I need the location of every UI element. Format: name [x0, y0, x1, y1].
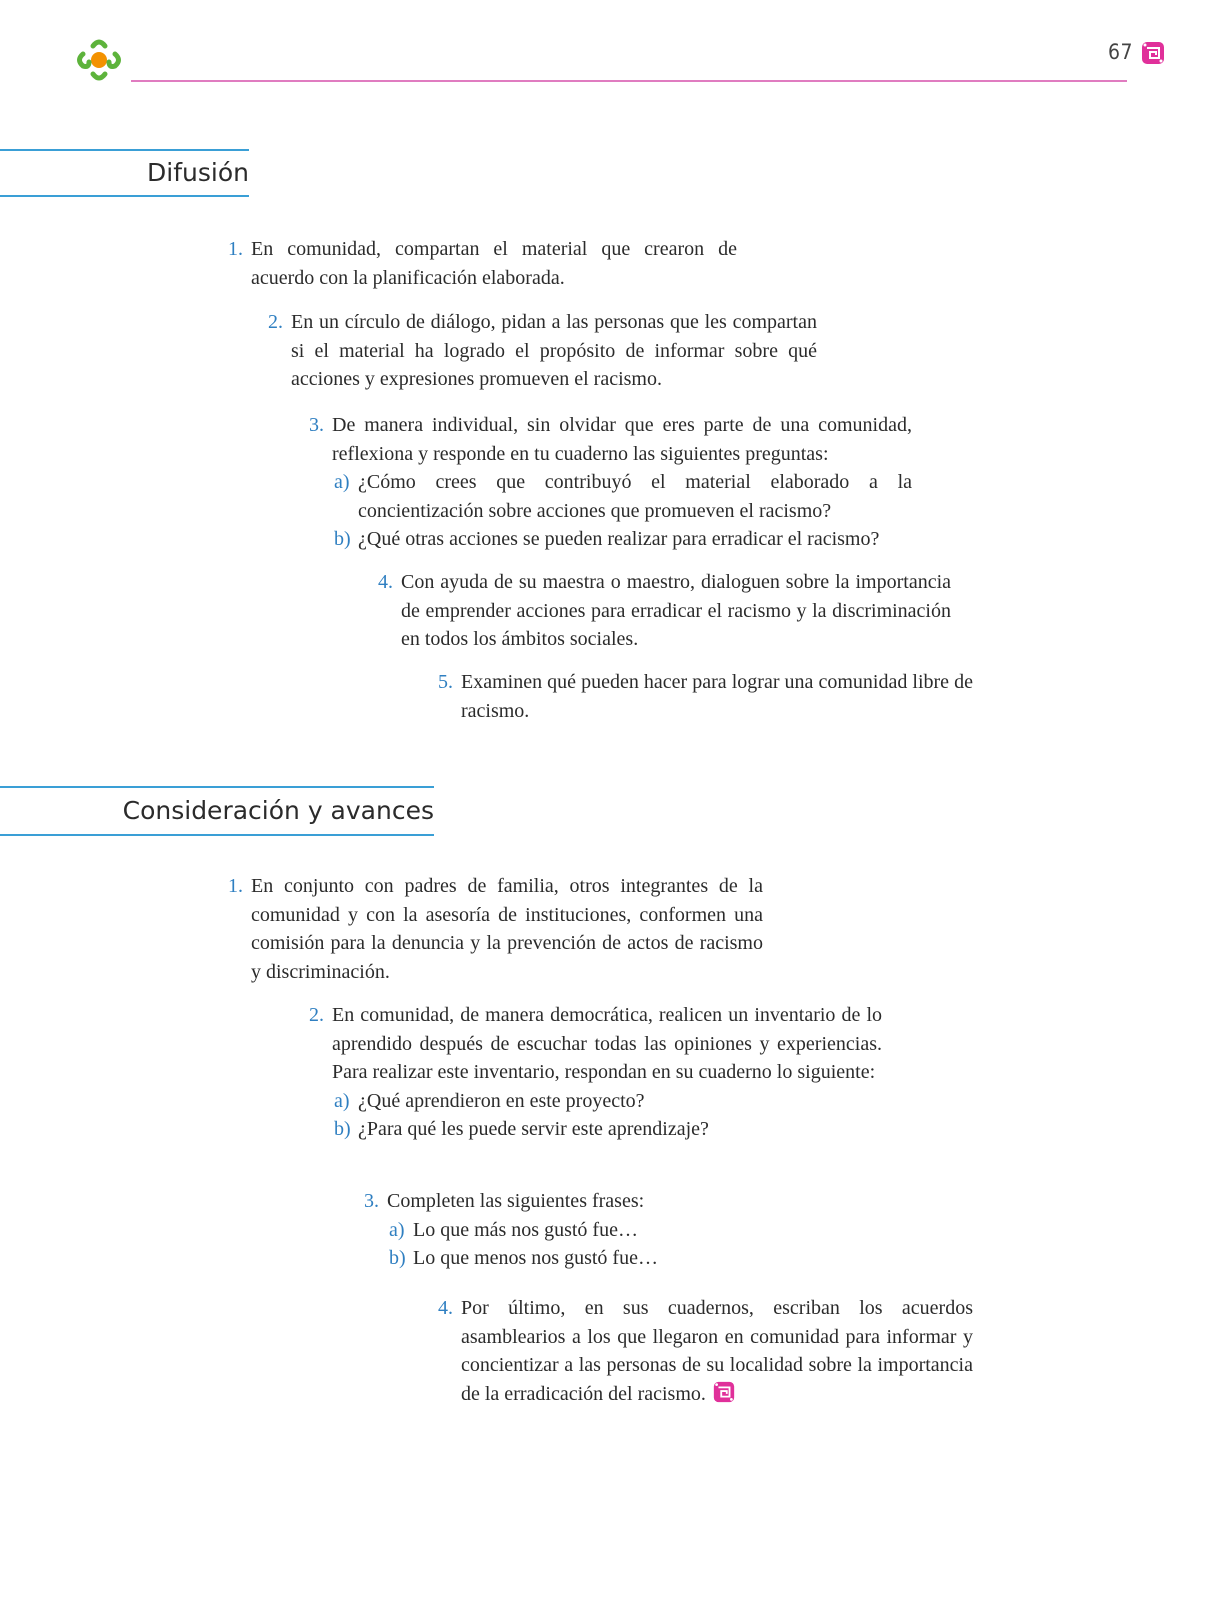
sub-label: a) — [334, 1089, 350, 1112]
pink-glyph-icon — [712, 1380, 736, 1404]
sub-text: ¿Para qué les puede servir este aprendizaje? — [358, 1118, 709, 1140]
sub-label: b) — [334, 528, 351, 550]
list-item — [268, 308, 817, 394]
item-number: 1. — [228, 238, 243, 260]
item-text-content: Por último, en sus cuadernos, escriban los acuerdos asamblearios a los que llegaron en comunidad para informar y concientizar a las personas de su localidad sobre la importancia de la erradicación del racismo. — [461, 1297, 973, 1405]
item-text: En comunidad, de manera democrática, realicen un inventario de lo aprendido después de escuchar todas las opiniones y experiencias. Para realizar este inventario, respondan en su cuaderno lo siguiente: — [332, 1004, 882, 1083]
item-number: 2. — [309, 1004, 324, 1026]
list-item — [309, 411, 912, 554]
header-rule — [131, 80, 1127, 82]
sub-item — [334, 525, 912, 554]
list-item — [378, 568, 951, 654]
sub-item — [389, 1216, 887, 1245]
sub-label: a) — [389, 1218, 405, 1241]
sub-item — [389, 1244, 887, 1273]
sub-item — [334, 468, 912, 525]
list-item — [438, 668, 973, 725]
sub-label: b) — [334, 1118, 351, 1140]
page-number: 67 — [1108, 40, 1134, 64]
list-item — [364, 1187, 887, 1273]
item-number: 2. — [268, 311, 283, 333]
list-item — [438, 1294, 973, 1408]
sub-label: a) — [334, 471, 350, 493]
item-text: Con ayuda de su maestra o maestro, dialoguen sobre la importancia de emprender acciones para erradicar el racismo y la discriminación en todos los ámbitos sociales. — [401, 571, 951, 650]
sub-text: Lo que más nos gustó fue… — [413, 1218, 638, 1241]
item-text: En un círculo de diálogo, pidan a las personas que les compartan si el material ha logrado el propósito de informar sobre qué acciones y expresiones promueven el racismo. — [291, 311, 817, 390]
collaboration-logo-icon — [73, 34, 125, 86]
list-item — [228, 235, 737, 292]
pink-glyph-icon — [1140, 40, 1166, 66]
sub-text: Lo que menos nos gustó fue… — [413, 1247, 658, 1269]
item-number: 4. — [438, 1297, 453, 1319]
item-text: De manera individual, sin olvidar que eres parte de una comunidad, reflexiona y responde en tu cuaderno las siguientes preguntas: — [332, 414, 912, 465]
item-text: Completen las siguientes frases: — [387, 1190, 645, 1212]
sub-label: b) — [389, 1247, 406, 1269]
item-text — [461, 1294, 973, 1408]
section-title-difusion: Difusión — [0, 149, 249, 197]
item-number: 1. — [228, 875, 243, 897]
list-item — [228, 872, 763, 986]
sub-text: ¿Qué otras acciones se pueden realizar para erradicar el racismo? — [358, 528, 880, 550]
sub-item — [334, 1087, 882, 1116]
section-title-consideracion: Consideración y avances — [0, 786, 434, 836]
sub-text: ¿Cómo crees que contribuyó el material elaborado a la concientización sobre acciones que promueven el racismo? — [358, 471, 912, 522]
item-text: En comunidad, compartan el material que crearon de acuerdo con la planificación elaborada. — [251, 238, 737, 289]
item-number: 5. — [438, 671, 453, 693]
item-number: 4. — [378, 571, 393, 593]
sub-item — [334, 1115, 882, 1144]
item-number: 3. — [364, 1190, 379, 1212]
list-item — [309, 1001, 882, 1144]
item-text: Examinen qué pueden hacer para lograr una comunidad libre de racismo. — [461, 671, 973, 722]
sub-text: ¿Qué aprendieron en este proyecto? — [358, 1089, 645, 1112]
item-number: 3. — [309, 414, 324, 436]
item-text: En conjunto con padres de familia, otros integrantes de la comunidad y con la asesoría de instituciones, conformen una comisión para la denuncia y la prevención de actos de racismo y discriminación. — [251, 875, 763, 983]
